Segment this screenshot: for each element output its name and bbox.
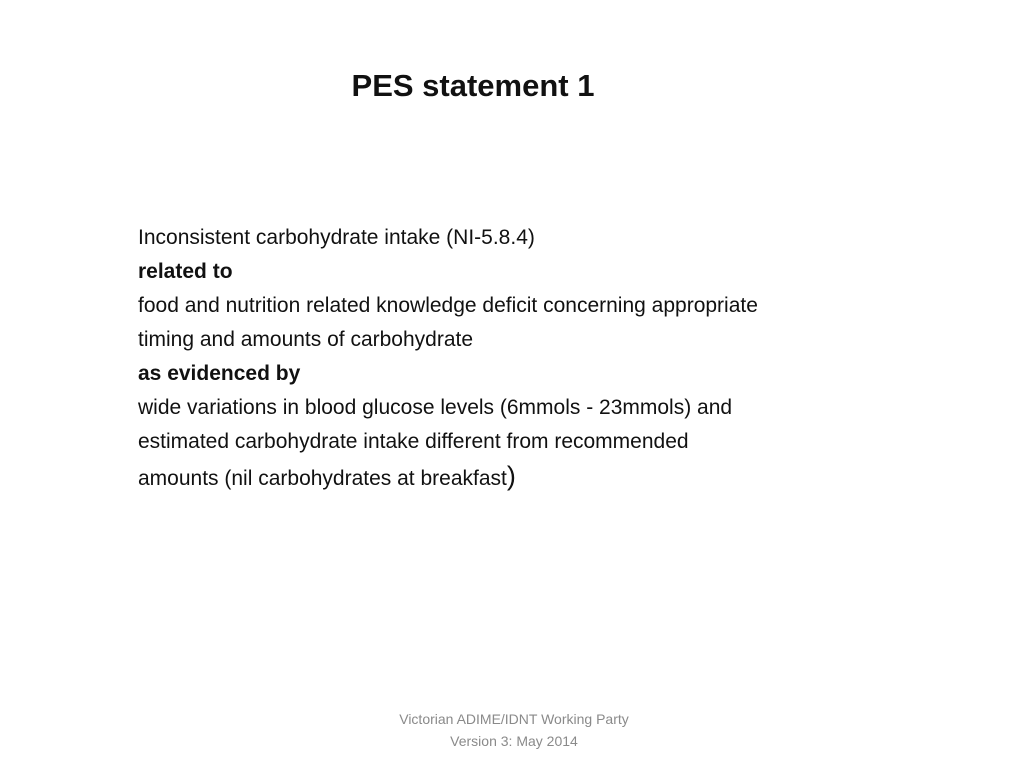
slide-title: PES statement 1	[351, 68, 595, 103]
signs-line-2: estimated carbohydrate intake different from recommended	[138, 430, 689, 453]
pes-statement-body	[138, 221, 958, 496]
signs-line-1: wide variations in blood glucose levels (6mmols - 23mmols) and	[138, 396, 733, 419]
footer-version: Version 3: May 2014	[450, 733, 578, 749]
etiology-line-1: food and nutrition related knowledge deficit concerning appropriate	[138, 294, 758, 317]
footer-organization: Victorian ADIME/IDNT Working Party	[399, 711, 629, 727]
signs-line-3-text: amounts (nil carbohydrates at breakfast	[138, 467, 507, 490]
slide-footer	[0, 708, 1024, 752]
etiology-line-2: timing and amounts of carbohydrate	[138, 328, 474, 351]
related-to-heading: related to	[138, 260, 233, 283]
closing-parenthesis: )	[506, 461, 516, 491]
as-evidenced-by-heading: as evidenced by	[138, 362, 301, 385]
signs-line-3	[138, 459, 958, 496]
problem-line: Inconsistent carbohydrate intake (NI-5.8.4)	[138, 226, 535, 249]
